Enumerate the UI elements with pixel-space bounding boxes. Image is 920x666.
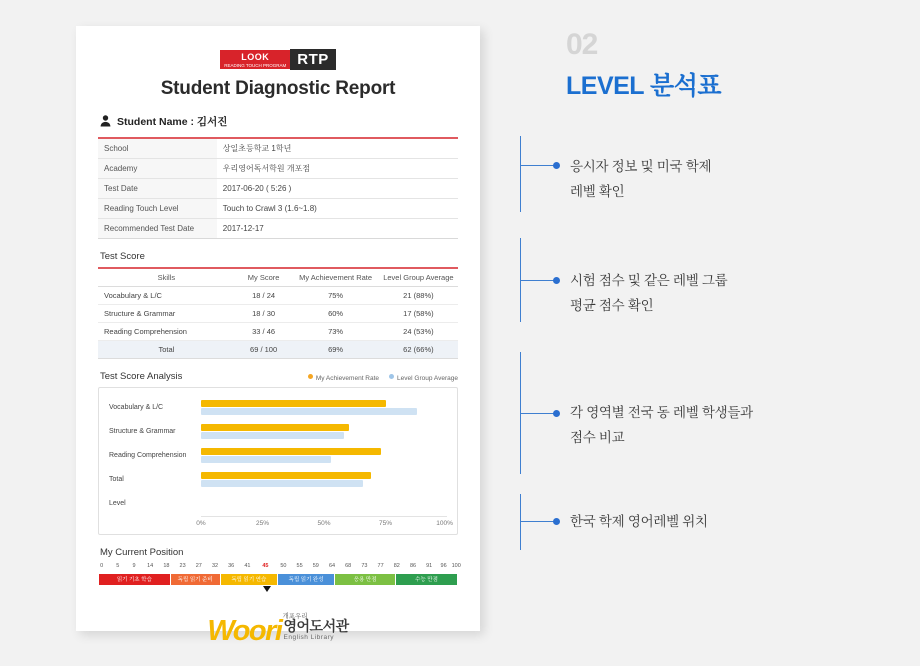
pos-tick: 86 bbox=[409, 562, 417, 569]
cell-score: 33 / 46 bbox=[235, 322, 293, 340]
pos-tick: 27 bbox=[195, 562, 202, 569]
pos-segment-2: 독립 읽기 준비 bbox=[171, 574, 221, 585]
person-icon bbox=[100, 115, 111, 127]
axis-tick: 0% bbox=[196, 519, 206, 527]
bar-my-rate bbox=[201, 400, 386, 407]
info-value: 2017-06-20 ( 5:26 ) bbox=[217, 178, 458, 198]
legend-label-average: Level Group Average bbox=[397, 374, 458, 382]
bracket-dot bbox=[553, 277, 560, 284]
chart-track-level bbox=[201, 492, 447, 516]
look-logo-subtext: READING TOUCH PROGRAM bbox=[224, 62, 287, 68]
pos-segment-3: 독립 읽기 연습 bbox=[221, 574, 278, 585]
legend-item-average bbox=[389, 374, 458, 382]
legend-dot-orange bbox=[308, 374, 313, 379]
callout-2-line2: 평균 점수 확인 bbox=[570, 298, 654, 313]
chart-row-structure bbox=[109, 420, 447, 444]
pos-segment-5: 응용 만점 bbox=[335, 574, 396, 585]
chart-row-level bbox=[109, 492, 447, 516]
pos-tick: 64 bbox=[328, 562, 336, 569]
pos-tick: 9 bbox=[132, 562, 136, 569]
info-key: Reading Touch Level bbox=[98, 198, 217, 218]
pos-tick: 68 bbox=[345, 562, 352, 569]
callout-3-line2: 점수 비교 bbox=[570, 430, 625, 445]
chart-label-level: Level bbox=[109, 500, 126, 507]
chart-row-vocabulary bbox=[109, 396, 447, 420]
look-logo-text: LOOK bbox=[241, 51, 270, 62]
analysis-heading: Test Score Analysis bbox=[100, 370, 183, 382]
bracket-hline bbox=[520, 165, 556, 166]
table-row bbox=[98, 218, 458, 238]
report-sheet bbox=[76, 26, 480, 647]
bracket-dot bbox=[553, 518, 560, 525]
table-header-row bbox=[98, 268, 458, 287]
cell-total-score: 69 / 100 bbox=[235, 340, 293, 358]
chart-label: Structure & Grammar bbox=[109, 428, 176, 435]
bracket-dot bbox=[553, 162, 560, 169]
cell-avg: 21 (88%) bbox=[379, 286, 458, 304]
axis-tick: 75% bbox=[378, 519, 393, 527]
bracket-hline bbox=[520, 521, 556, 522]
cell-score: 18 / 24 bbox=[235, 286, 293, 304]
cell-skill: Vocabulary & L/C bbox=[98, 286, 235, 304]
callout-1-line2: 레벨 확인 bbox=[570, 184, 625, 199]
footer-brand-en: English Library bbox=[283, 634, 334, 641]
chart-track bbox=[201, 396, 447, 420]
position-marker-triangle bbox=[263, 586, 271, 592]
callout-2-line1: 시험 점수 및 같은 레벨 그룹 bbox=[570, 273, 728, 288]
cell-total-label: Total bbox=[98, 340, 235, 358]
pos-tick: 100 bbox=[451, 562, 461, 569]
pos-tick: 32 bbox=[211, 562, 219, 569]
chart-track bbox=[201, 468, 447, 492]
pos-tick-current: 45 bbox=[262, 562, 269, 569]
chart-label: Total bbox=[109, 476, 124, 483]
pos-segment-6: 수능 만점 bbox=[396, 574, 457, 585]
cell-skill: Reading Comprehension bbox=[98, 322, 235, 340]
info-value: 2017-12-17 bbox=[222, 223, 264, 233]
footer-brand-kr: 영어도서관 bbox=[283, 618, 349, 634]
cell-total-avg: 62 (66%) bbox=[379, 340, 458, 358]
pos-tick: 14 bbox=[147, 562, 154, 569]
bar-group-avg bbox=[201, 432, 344, 439]
table-row bbox=[98, 138, 458, 159]
pos-tick: 18 bbox=[163, 562, 170, 569]
chart-row-total bbox=[109, 468, 447, 492]
info-value: 우리영어독서학원 개포점 bbox=[217, 158, 458, 178]
chart-label: Reading Comprehension bbox=[109, 452, 187, 459]
pos-tick: 91 bbox=[426, 562, 433, 569]
col-achievement-rate: My Achievement Rate bbox=[292, 268, 378, 287]
cell-rate: 75% bbox=[292, 286, 378, 304]
student-info-table bbox=[98, 137, 458, 239]
footer-branch-label: 개포우리 bbox=[282, 612, 308, 620]
info-key: Academy bbox=[98, 158, 217, 178]
legend-dot-blue bbox=[389, 374, 394, 379]
pos-tick: 41 bbox=[244, 562, 251, 569]
pos-tick: 36 bbox=[228, 562, 235, 569]
position-bar bbox=[98, 573, 458, 586]
bracket-hline bbox=[520, 280, 556, 281]
info-key: Recommended Test Date bbox=[98, 218, 217, 238]
position-heading: My Current Position bbox=[100, 546, 184, 558]
bar-group-avg bbox=[201, 456, 331, 463]
student-name-label: Student Name : 김서진 bbox=[117, 115, 228, 128]
pos-tick: 50 bbox=[280, 562, 287, 569]
col-level-group-average: Level Group Average bbox=[379, 268, 458, 287]
chart-x-axis bbox=[196, 516, 453, 530]
pos-tick: 23 bbox=[179, 562, 186, 569]
analysis-header bbox=[100, 371, 458, 382]
table-row bbox=[98, 178, 458, 198]
test-score-table bbox=[98, 267, 458, 359]
position-marker bbox=[98, 586, 458, 595]
axis-tick: 100% bbox=[436, 519, 453, 527]
axis-tick: 50% bbox=[317, 519, 331, 527]
table-row bbox=[98, 304, 458, 322]
callout-1-line1: 응시자 정보 및 미국 학제 bbox=[570, 159, 712, 174]
position-ticks bbox=[98, 562, 461, 573]
test-score-heading: Test Score bbox=[100, 250, 145, 262]
rtp-logo-badge: RTP bbox=[290, 49, 336, 70]
bracket-hline bbox=[520, 413, 556, 414]
table-row bbox=[98, 158, 458, 178]
cell-total-rate: 69% bbox=[292, 340, 378, 358]
chart-track bbox=[201, 420, 447, 444]
col-skills: Skills bbox=[98, 268, 235, 287]
pos-tick: 77 bbox=[377, 562, 384, 569]
chart-label: Vocabulary & L/C bbox=[109, 404, 164, 411]
pos-tick: 5 bbox=[116, 562, 120, 569]
callout-3-line1: 각 영역별 전국 동 레벨 학생들과 bbox=[570, 405, 753, 420]
axis-tick: 25% bbox=[255, 519, 270, 527]
table-row bbox=[98, 198, 458, 218]
col-my-score: My Score bbox=[235, 268, 293, 287]
info-value: 상일초등학교 1학년 bbox=[217, 138, 458, 159]
pos-tick: 96 bbox=[440, 562, 447, 569]
pos-tick: 55 bbox=[296, 562, 303, 569]
bar-my-rate bbox=[201, 448, 381, 455]
cell-skill: Structure & Grammar bbox=[98, 304, 235, 322]
info-key: Test Date bbox=[98, 178, 217, 198]
bar-my-rate bbox=[201, 424, 349, 431]
table-row bbox=[98, 286, 458, 304]
pos-tick: 73 bbox=[361, 562, 368, 569]
look-logo-badge bbox=[220, 50, 290, 69]
cell-rate: 73% bbox=[292, 322, 378, 340]
callout-4-line1: 한국 학제 영어레벨 위치 bbox=[570, 514, 708, 529]
right-panel bbox=[520, 30, 900, 102]
pos-segment-4: 독립 읽기 완성 bbox=[278, 574, 335, 585]
section-title: LEVEL 분석표 bbox=[566, 72, 722, 100]
cell-rate: 60% bbox=[292, 304, 378, 322]
pos-segment-1: 읽기 기초 학습 bbox=[99, 574, 171, 585]
student-name-row bbox=[98, 114, 458, 129]
chart-track bbox=[201, 444, 447, 468]
cell-avg: 24 (53%) bbox=[379, 322, 458, 340]
bracket-vline bbox=[520, 494, 521, 550]
bar-group-avg bbox=[201, 408, 417, 415]
score-analysis-chart bbox=[98, 387, 458, 535]
info-key: School bbox=[98, 138, 217, 159]
footer-logo: 개포우리 Woori 영어도서관 English Library bbox=[98, 611, 458, 643]
page-title: Student Diagnostic Report bbox=[160, 77, 396, 99]
section-number: 02 bbox=[566, 28, 598, 61]
legend-item-achievement bbox=[308, 374, 379, 382]
bracket-dot bbox=[553, 410, 560, 417]
table-row bbox=[98, 322, 458, 340]
table-row-total bbox=[98, 340, 458, 358]
chart-legend bbox=[308, 374, 458, 382]
position-scale bbox=[98, 562, 461, 595]
pos-tick: 59 bbox=[312, 562, 319, 569]
report-logo bbox=[98, 46, 458, 70]
pos-tick: 0 bbox=[100, 562, 104, 569]
bar-my-rate bbox=[201, 472, 371, 479]
bracket-vline bbox=[520, 136, 521, 212]
info-value: Touch to Crawl 3 (1.6~1.8) bbox=[217, 198, 458, 218]
cell-avg: 17 (58%) bbox=[379, 304, 458, 322]
cell-score: 18 / 30 bbox=[235, 304, 293, 322]
bar-group-avg bbox=[201, 480, 363, 487]
legend-label-achievement: My Achievement Rate bbox=[315, 374, 380, 382]
chart-row-reading bbox=[109, 444, 447, 468]
pos-tick: 82 bbox=[393, 562, 400, 569]
